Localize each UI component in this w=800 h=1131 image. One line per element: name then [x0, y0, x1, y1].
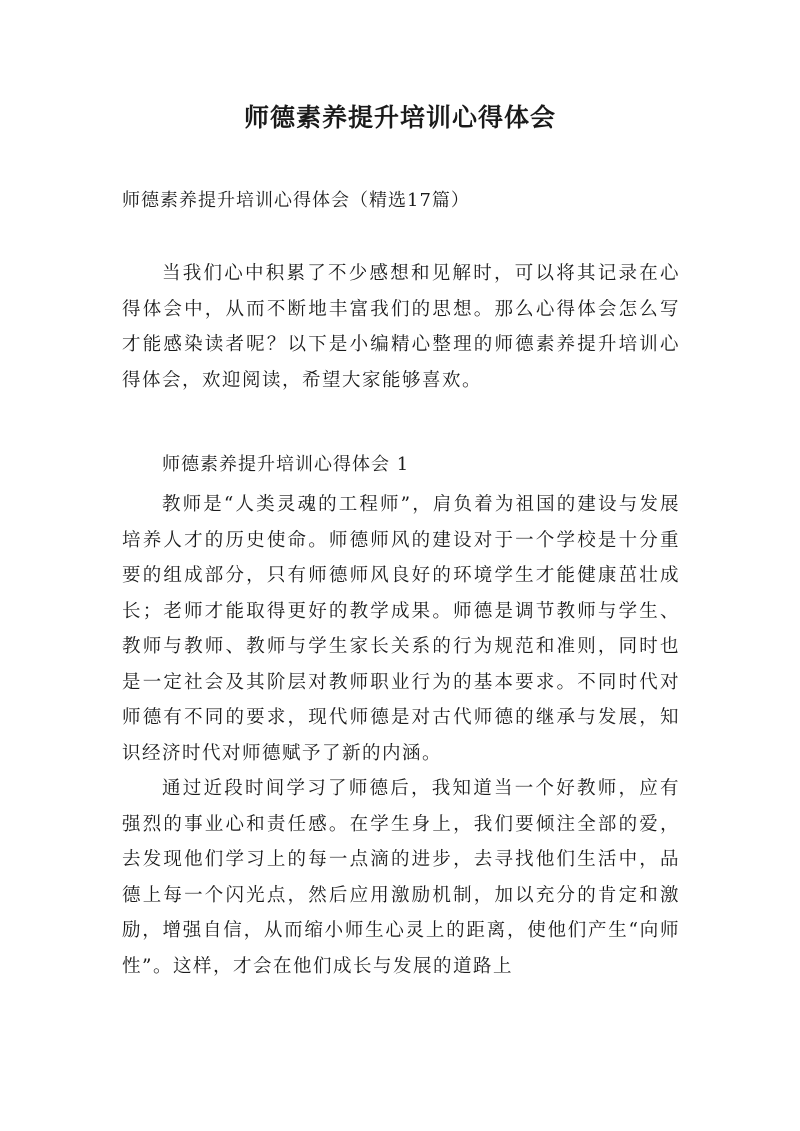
document-subtitle: 师德素养提升培训心得体会（精选17篇）	[122, 190, 470, 211]
section-heading: 师德素养提升培训心得体会 1	[162, 454, 410, 475]
body-paragraph-2: 通过近段时间学习了师德后，我知道当一个好教师，应有强烈的事业心和责任感。在学生身上，我们要倾注全部的爱，去发现他们学习上的每一点滴的进步，去寻找他们生活中，品德上每一个闪光点，然后应用激励机制，加以充分的肯定和激励，增强自信，从而缩小师生心灵上的距离，使他们产生“向师性”。这样，才会在他们成长与发展的道路上	[122, 778, 680, 977]
document-title: 师德素养提升培训心得体会	[243, 103, 556, 132]
intro-paragraph: 当我们心中积累了不少感想和见解时，可以将其记录在心得体会中，从而不断地丰富我们的思想。那么心得体会怎么写才能感染读者呢？以下是小编精心整理的师德素养提升培训心得体会，欢迎阅读，希望大家能够喜欢。	[122, 263, 680, 391]
body-paragraph-1: 教师是“人类灵魂的工程师”，肩负着为祖国的建设与发展培养人才的历史使命。师德师风的建设对于一个学校是十分重要的组成部分，只有师德师风良好的环境学生才能健康茁壮成长；老师才能取得更好的教学成果。师德是调节教师与学生、教师与教师、教师与学生家长关系的行为规范和准则，同时也是一定社会及其阶层对教师职业行为的基本要求。不同时代对师德有不同的要求，现代师德是对古代师德的继承与发展，知识经济时代对师德赋予了新的内涵。	[122, 494, 680, 764]
